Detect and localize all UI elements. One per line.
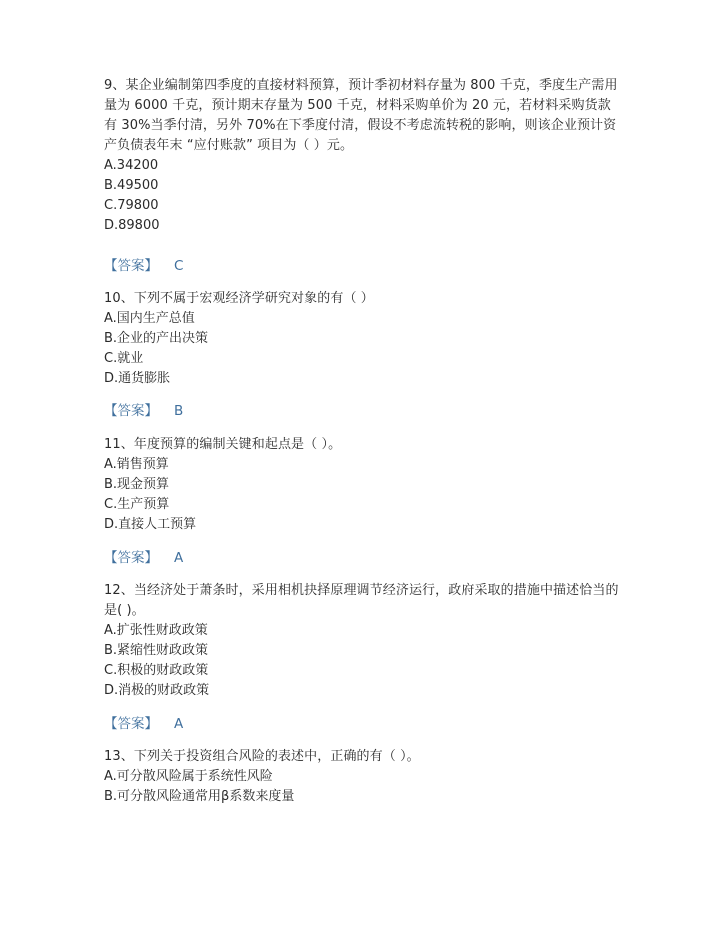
option-a: A.扩张性财政政策 <box>104 623 208 638</box>
answer-11 <box>104 548 183 568</box>
question-stem: 11、年度预算的编制关键和起点是（ ）。 <box>104 437 342 452</box>
answer-label: 【答案】 <box>104 550 158 566</box>
option-a: A.可分散风险属于系统性风险 <box>104 769 273 784</box>
option-a: A.销售预算 <box>104 457 169 472</box>
option-b: B.企业的产出决策 <box>104 331 209 346</box>
question-13 <box>104 747 620 807</box>
option-c: C.就业 <box>104 351 144 366</box>
question-11 <box>104 435 620 535</box>
question-stem: 9、某企业编制第四季度的直接材料预算，预计季初材料存量为 800 千克，季度生产需用量为 6000 千克，预计期末存量为 500 千克，材料采购单价为 20 元，若材料采购货款有 30%当季付清，另外 70%在下季度付清，假设不考虑流转税的影响，则该企业预计资产负债表年末 “应付账款” 项目为（ ）元。 <box>104 78 618 153</box>
option-c: C.79800 <box>104 198 159 213</box>
option-a: A.34200 <box>104 158 159 173</box>
question-12 <box>104 581 620 701</box>
answer-value: B <box>174 403 184 419</box>
option-b: B.可分散风险通常用β系数来度量 <box>104 789 295 804</box>
answer-9 <box>104 256 183 276</box>
answer-12 <box>104 714 183 734</box>
option-b: B.49500 <box>104 178 159 193</box>
answer-label: 【答案】 <box>104 716 158 732</box>
answer-label: 【答案】 <box>104 403 158 419</box>
option-b: B.现金预算 <box>104 477 170 492</box>
question-10 <box>104 289 620 389</box>
option-d: D.89800 <box>104 218 160 233</box>
question-stem: 12、当经济处于萧条时，采用相机抉择原理调节经济运行，政府采取的措施中描述恰当的是( )。 <box>104 583 619 618</box>
answer-value: C <box>174 258 184 274</box>
answer-value: A <box>174 550 184 566</box>
question-stem: 13、下列关于投资组合风险的表述中，正确的有（ ）。 <box>104 749 420 764</box>
answer-value: A <box>174 716 184 732</box>
answer-10 <box>104 401 183 421</box>
question-9 <box>104 76 620 236</box>
option-c: C.积极的财政政策 <box>104 663 209 678</box>
option-c: C.生产预算 <box>104 497 170 512</box>
option-a: A.国内生产总值 <box>104 311 195 326</box>
option-b: B.紧缩性财政政策 <box>104 643 209 658</box>
option-d: D.直接人工预算 <box>104 517 197 532</box>
question-stem: 10、下列不属于宏观经济学研究对象的有（ ） <box>104 291 374 306</box>
option-d: D.消极的财政政策 <box>104 683 210 698</box>
answer-label: 【答案】 <box>104 258 158 274</box>
option-d: D.通货膨胀 <box>104 371 171 386</box>
